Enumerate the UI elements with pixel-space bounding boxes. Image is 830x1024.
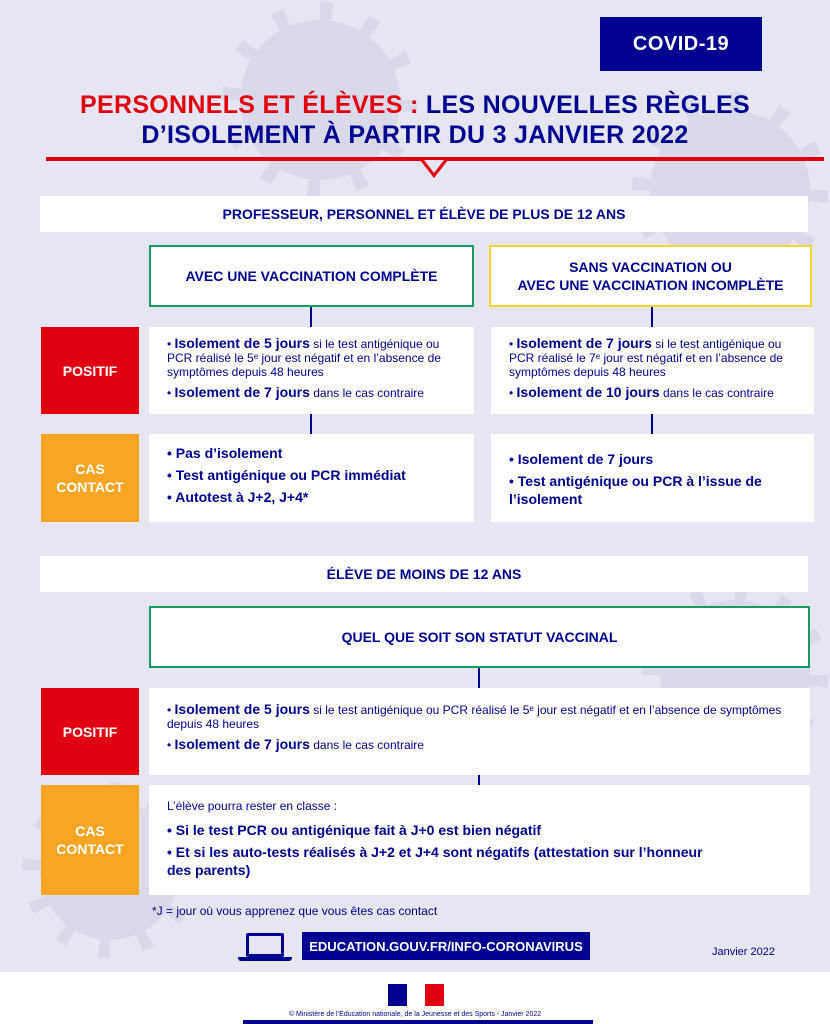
bullet-text: Si le test PCR ou antigénique fait à J+0 est bien négatif <box>175 822 542 838</box>
covid-badge: COVID-19 <box>600 17 762 71</box>
page-title <box>20 90 810 150</box>
bullet-text: si le test antigénique ou PCR réalisé le 5ᵉ jour est négatif et en l’absence de symptômes depuis 48 heures <box>167 703 782 731</box>
contact-label-line2: CONTACT <box>56 841 124 857</box>
bullet-bold: Isolement de 5 jours <box>174 335 310 351</box>
section1-header: PROFESSEUR, PERSONNEL ET ÉLÈVE DE PLUS DE 12 ANS <box>40 196 808 232</box>
section2-positif-label: POSITIF <box>41 688 139 775</box>
bullet-bold: Isolement de 5 jours <box>174 701 310 717</box>
contact-label-line1: CAS <box>75 461 105 477</box>
marianne-logo <box>388 984 444 1006</box>
section1-col-unvaccinated <box>489 245 812 307</box>
footnote: *J = jour où vous apprenez que vous êtes cas contact <box>152 904 438 918</box>
section1-positif-label: POSITIF <box>41 327 139 414</box>
bullet-text: Pas d’isolement <box>175 445 283 461</box>
bullet-item: • Isolement de 7 jours dans le cas contraire <box>167 736 424 752</box>
connector-line <box>651 414 653 434</box>
bullet-bold: Isolement de 7 jours <box>516 335 652 351</box>
section2-contact-cell <box>149 785 810 895</box>
bullet-text: Et si les auto-tests réalisés à J+2 et J+4 sont négatifs (attestation sur l’honneur des parents) <box>167 844 703 878</box>
bullet-text: si le test antigénique ou PCR réalisé le 7ᵉ jour est négatif et en l’absence de symptômes depuis 48 heures <box>509 337 783 379</box>
bullet-item: • Isolement de 10 jours dans le cas contraire <box>509 384 774 400</box>
bullet-item: • Et si les auto-tests réalisés à J+2 et J+4 sont négatifs (attestation sur l’honneur des parents) <box>167 844 703 878</box>
section1-unvax-positif-cell <box>491 327 814 414</box>
publication-date: Janvier 2022 <box>712 946 775 958</box>
bullet-item: • Isolement de 5 jours si le test antigénique ou PCR réalisé le 5ᵉ jour est négatif et en l’absence de symptômes depuis 48 heures <box>167 335 441 379</box>
bullet-item: • Isolement de 7 jours si le test antigénique ou PCR réalisé le 7ᵉ jour est négatif et en l’absence de symptômes depuis 48 heures <box>509 335 783 379</box>
bullet-item: • Isolement de 7 jours dans le cas contraire <box>167 384 424 400</box>
copyright: © Ministère de l’Éducation nationale, de la Jeunesse et des Sports - Janvier 2022 <box>288 1011 542 1018</box>
connector-line <box>310 414 312 434</box>
section2-col-all: QUEL QUE SOIT SON STATUT VACCINAL <box>149 606 810 668</box>
connector-line <box>478 775 480 785</box>
bullet-bold: Isolement de 7 jours <box>174 736 310 752</box>
section1-vax-contact-cell <box>149 434 474 522</box>
bullet-text: dans le cas contraire <box>659 386 774 400</box>
contact-label-line2: CONTACT <box>56 479 124 495</box>
section2-contact-label <box>41 785 139 895</box>
section2-header: ÉLÈVE DE MOINS DE 12 ANS <box>40 556 808 592</box>
bullet-text: Autotest à J+2, J+4* <box>175 489 309 505</box>
section2-positif-cell <box>149 688 810 775</box>
connector-line <box>651 307 653 327</box>
bullet-item: • Si le test PCR ou antigénique fait à J+0 est bien négatif <box>167 822 542 838</box>
bullet-item: • Autotest à J+2, J+4* <box>167 489 309 505</box>
section1-unvax-contact-cell <box>491 434 814 522</box>
bullet-bold: Isolement de 7 jours <box>174 384 310 400</box>
section1-vax-positif-cell <box>149 327 474 414</box>
bullet-item: • Isolement de 7 jours <box>509 451 654 467</box>
bullet-item: • Test antigénique ou PCR immédiat <box>167 467 406 483</box>
contact-intro: L’élève pourra rester en classe : <box>167 799 338 813</box>
section1-col-vaccinated: AVEC UNE VACCINATION COMPLÈTE <box>149 245 474 307</box>
laptop-icon <box>246 933 284 957</box>
connector-line <box>310 307 312 327</box>
bullet-text: Test antigénique ou PCR à l’issue de l’isolement <box>509 473 762 507</box>
title-blue-part-1: LES NOUVELLES RÈGLES <box>425 91 750 119</box>
bullet-item: • Isolement de 5 jours si le test antigénique ou PCR réalisé le 5ᵉ jour est négatif et en l’absence de symptômes depuis 48 heures <box>167 701 782 731</box>
section1-col-unvaccinated-line1: SANS VACCINATION OU <box>569 259 732 275</box>
bullet-item: • Pas d’isolement <box>167 445 283 461</box>
section1-contact-label <box>41 434 139 522</box>
contact-label-line1: CAS <box>75 823 105 839</box>
title-underline-notch-inner <box>424 160 444 173</box>
bullet-text: dans le cas contraire <box>309 386 424 400</box>
info-url-link[interactable]: EDUCATION.GOUV.FR/INFO-CORONAVIRUS <box>302 932 590 960</box>
bullet-text: Isolement de 7 jours <box>517 451 654 467</box>
bullet-text: si le test antigénique ou PCR réalisé le 5ᵉ jour est négatif et en l’absence de symptômes depuis 48 heures <box>167 337 441 379</box>
bullet-item: • Test antigénique ou PCR à l’issue de l’isolement <box>509 473 762 507</box>
bullet-text: dans le cas contraire <box>309 738 424 752</box>
connector-line <box>478 668 480 688</box>
section1-col-unvaccinated-line2: AVEC UNE VACCINATION INCOMPLÈTE <box>517 277 784 293</box>
laptop-icon-base <box>238 957 292 961</box>
title-blue-part-2: D’ISOLEMENT À PARTIR DU 3 JANVIER 2022 <box>141 121 689 149</box>
title-red-part: PERSONNELS ET ÉLÈVES : <box>80 91 419 119</box>
bullet-text: Test antigénique ou PCR immédiat <box>175 467 406 483</box>
bottom-strip <box>243 1020 593 1024</box>
bullet-bold: Isolement de 10 jours <box>516 384 660 400</box>
